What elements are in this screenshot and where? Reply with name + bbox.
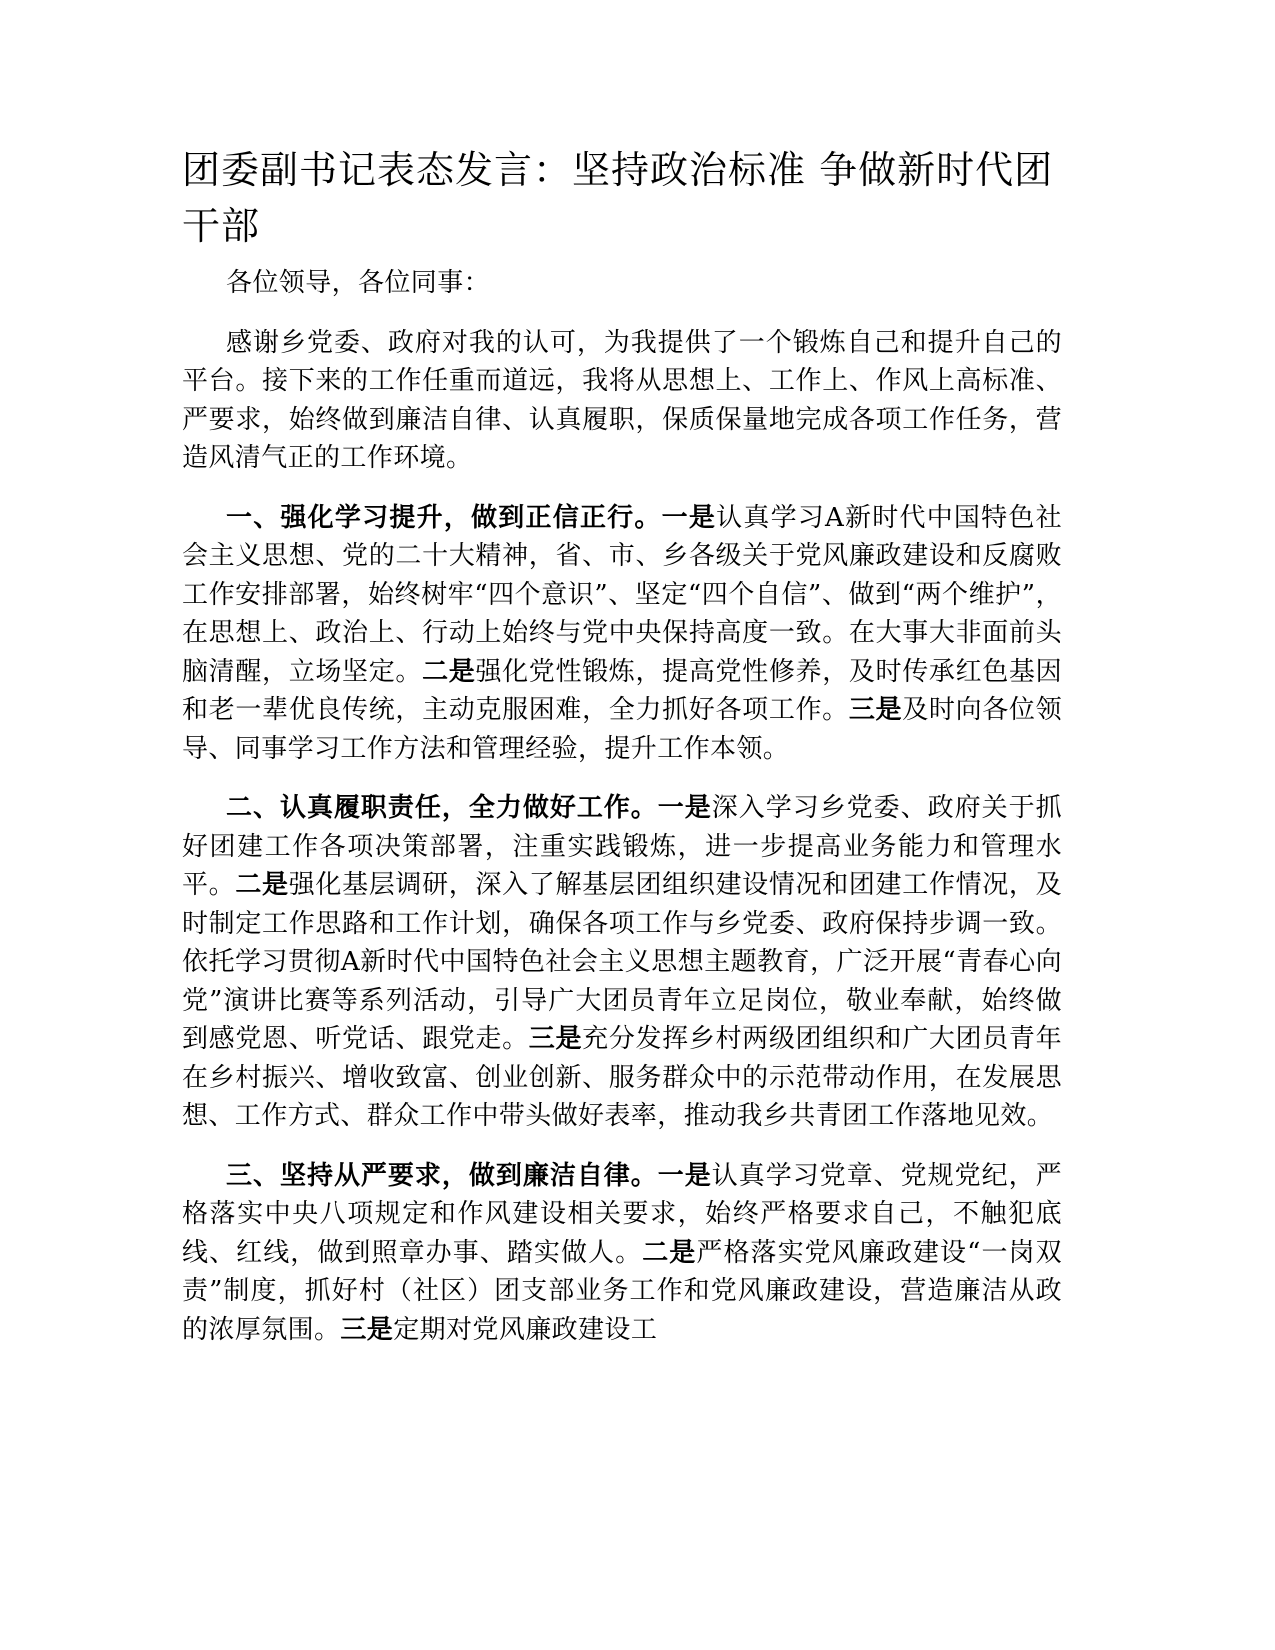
- section-3-point-2-text: 严格落实党风廉政建设“一岗双责”制度，抓好村（社区）团支部业务工作和党风廉政建设，营造廉洁从政的浓厚氛围。: [182, 1237, 1062, 1345]
- document-body: [182, 264, 1062, 1370]
- section-3-heading: 三、坚持从严要求，做到廉洁自律。: [226, 1160, 658, 1191]
- section-1-heading: 一、强化学习提升，做到正信正行。: [226, 502, 662, 533]
- section-1-paragraph: [182, 499, 1062, 769]
- section-2-point-2-text: 强化基层调研，深入了解基层团组织建设情况和团建工作情况，及时制定工作思路和工作计划，确保各项工作与乡党委、政府保持步调一致。依托学习贯彻A新时代中国特色社会主义思想主题教育，广泛开展“青春心向党”演讲比赛等系列活动，引导广大团员青年立足岗位，敬业奉献，始终做到感党恩、听党话、跟党走。: [182, 870, 1062, 1054]
- section-3-point-3-lead: 三是: [340, 1314, 394, 1345]
- section-1-point-1-lead: 一是: [661, 502, 717, 533]
- section-2-point-1-text: 深入学习乡党委、政府关于抓好团建工作各项决策部署，注重实践锻炼，进一步提高业务能力和管理水平。: [182, 793, 1062, 900]
- section-2-paragraph: [182, 789, 1062, 1136]
- section-1-point-3-text: 及时向各位领导、同事学习工作方法和管理经验，提升工作本领。: [182, 695, 1062, 764]
- section-2-point-3-text: 充分发挥乡村两级团组织和广大团员青年在乡村振兴、增收致富、创业创新、服务群众中的示范带动作用，在发展思想、工作方式、群众工作中带头做好表率，推动我乡共青团工作落地见效。: [182, 1024, 1063, 1131]
- section-3-paragraph: [182, 1157, 1062, 1350]
- section-2-heading: 二、认真履职责任，全力做好工作。: [226, 793, 658, 823]
- section-3-point-1-lead: 一是: [657, 1160, 712, 1191]
- section-1-point-3-lead: 三是: [848, 695, 903, 725]
- intro-paragraph: 感谢乡党委、政府对我的认可，为我提供了一个锻炼自己和提升自己的平台。接下来的工作任重而道远，我将从思想上、工作上、作风上高标准、严要求，始终做到廉洁自律、认真履职，保质保量地完成各项工作任务，营造风清气正的工作环境。: [182, 327, 1062, 473]
- section-1-point-1-text: 认真学习A新时代中国特色社会主义思想、党的二十大精神，省、市、乡各级关于党风廉政建设和反腐败工作安排部署，始终树牢“四个意识”、坚定“四个自信”、做到“两个维护”，在思想上、政治上、行动上始终与党中央保持高度一致。在大事大非面前头脑清醒，立场坚定。: [182, 502, 1063, 687]
- section-3-point-3-text: 定期对党风廉政建设工: [393, 1314, 658, 1345]
- section-1-point-2-text: 强化党性锻炼，提高党性修养，及时传承红色基因和老一辈优良传统，主动克服困难，全力抓好各项工作。: [182, 656, 1062, 725]
- section-2-point-3-lead: 三是: [528, 1024, 583, 1054]
- section-1-point-2-lead: 二是: [422, 656, 476, 687]
- section-3-point-2-lead: 二是: [642, 1237, 697, 1268]
- document-title: 团委副书记表态发言：坚持政治标准 争做新时代团干部: [182, 148, 1054, 248]
- section-2-point-2-lead: 二是: [235, 870, 289, 900]
- salutation: 各位领导，各位同事：: [226, 268, 491, 298]
- section-2-point-1-lead: 一是: [657, 793, 712, 823]
- section-3-point-1-text: 认真学习党章、党规党纪，严格落实中央八项规定和作风建设相关要求，始终严格要求自己，不触犯底线、红线，做到照章办事、踏实做人。: [182, 1160, 1062, 1268]
